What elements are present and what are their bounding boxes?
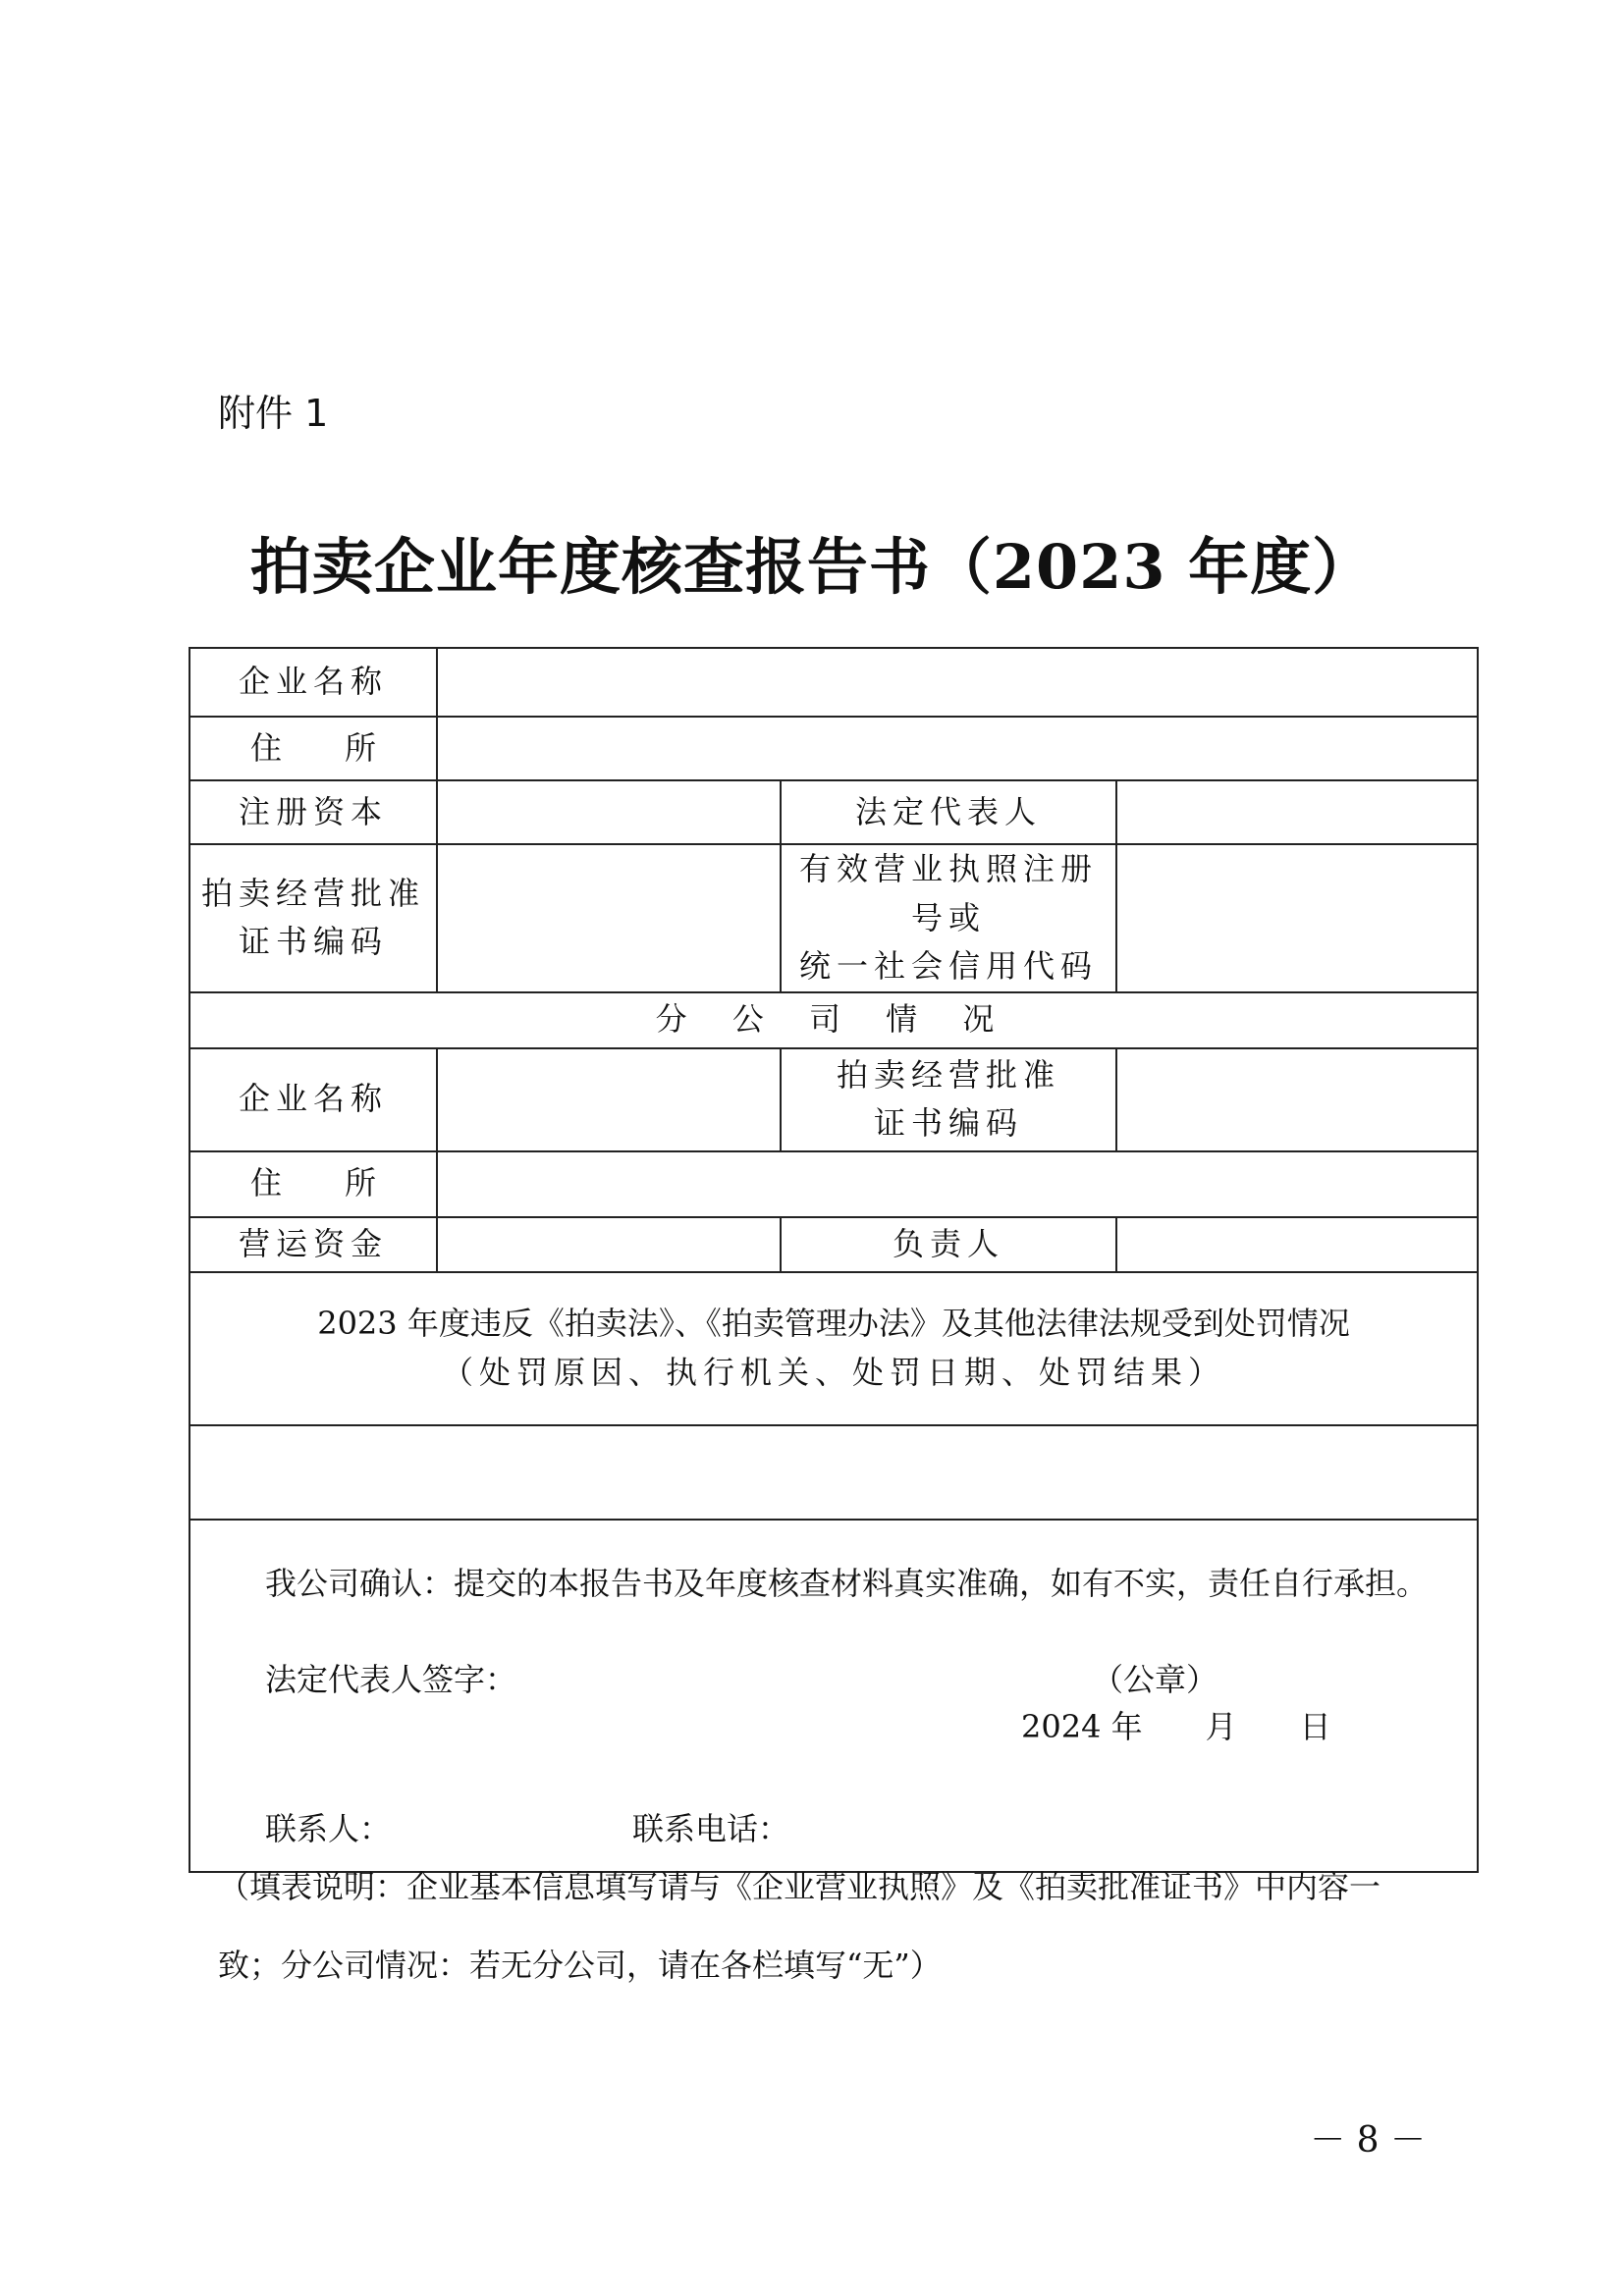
label-address: 住 所	[189, 717, 437, 780]
field-registered-capital[interactable]	[437, 780, 781, 844]
field-operating-funds[interactable]	[437, 1217, 781, 1272]
field-company-name[interactable]	[437, 648, 1478, 717]
label-license-no	[189, 844, 437, 992]
field-person-in-charge[interactable]	[1116, 1217, 1478, 1272]
field-license-no[interactable]	[437, 844, 781, 992]
field-branch-address[interactable]	[437, 1151, 1478, 1217]
field-biz-license[interactable]	[1116, 844, 1478, 992]
label-branch-license	[781, 1048, 1116, 1151]
page-number: － 8 －	[1310, 2120, 1426, 2161]
penalty-line2: （处罚原因、执行机关、处罚日期、处罚结果）	[442, 1353, 1226, 1391]
label-legal-rep: 法定代表人	[781, 780, 1116, 844]
seal-label: （公章）	[1092, 1660, 1218, 1698]
attachment-label: 附件 1	[218, 392, 329, 435]
branch-section-header: 分 公 司 情 况	[189, 992, 1478, 1048]
label-biz-license	[781, 844, 1116, 992]
fill-instructions-line2: 致；分公司情况：若无分公司，请在各栏填写“无”）	[218, 1947, 942, 1984]
label-branch-name: 企业名称	[189, 1048, 437, 1151]
page-title: 拍卖企业年度核查报告书（2023 年度）	[249, 531, 1375, 603]
date-line: 2024 年 月 日	[1021, 1707, 1331, 1745]
label-biz-license-line2: 统一社会信用代码	[798, 947, 1098, 986]
label-registered-capital: 注册资本	[189, 780, 437, 844]
confirm-text: 我公司确认：提交的本报告书及年度核查材料真实准确，如有不实，责任自行承担。	[265, 1564, 1429, 1602]
confirmation-section	[189, 1520, 1478, 1872]
label-person-in-charge: 负责人	[781, 1217, 1116, 1272]
contact-label: 联系人：	[265, 1809, 392, 1847]
field-legal-rep[interactable]	[1116, 780, 1478, 844]
label-biz-license-line1: 有效营业执照注册号或	[798, 850, 1098, 936]
phone-label: 联系电话：	[632, 1809, 790, 1847]
label-license-no-line1: 拍卖经营批准	[200, 874, 425, 912]
label-company-name: 企业名称	[189, 648, 437, 717]
penalty-section-header	[189, 1272, 1478, 1425]
penalty-line1: 2023 年度违反《拍卖法》、《拍卖管理办法》及其他法律法规受到处罚情况	[317, 1305, 1350, 1343]
field-penalty-details[interactable]	[189, 1425, 1478, 1520]
field-branch-name[interactable]	[437, 1048, 781, 1151]
label-operating-funds: 营运资金	[189, 1217, 437, 1272]
label-branch-address: 住 所	[189, 1151, 437, 1217]
field-branch-license[interactable]	[1116, 1048, 1478, 1151]
label-license-no-line2: 证书编码	[238, 923, 388, 961]
field-address[interactable]	[437, 717, 1478, 780]
label-branch-license-line2: 证书编码	[873, 1104, 1023, 1143]
label-branch-license-line1: 拍卖经营批准	[836, 1055, 1060, 1094]
signature-label: 法定代表人签字：	[265, 1660, 517, 1698]
fill-instructions-line1: （填表说明：企业基本信息填写请与《企业营业执照》及《拍卖批准证书》中内容一	[218, 1868, 1381, 1905]
report-form	[189, 647, 1479, 1873]
